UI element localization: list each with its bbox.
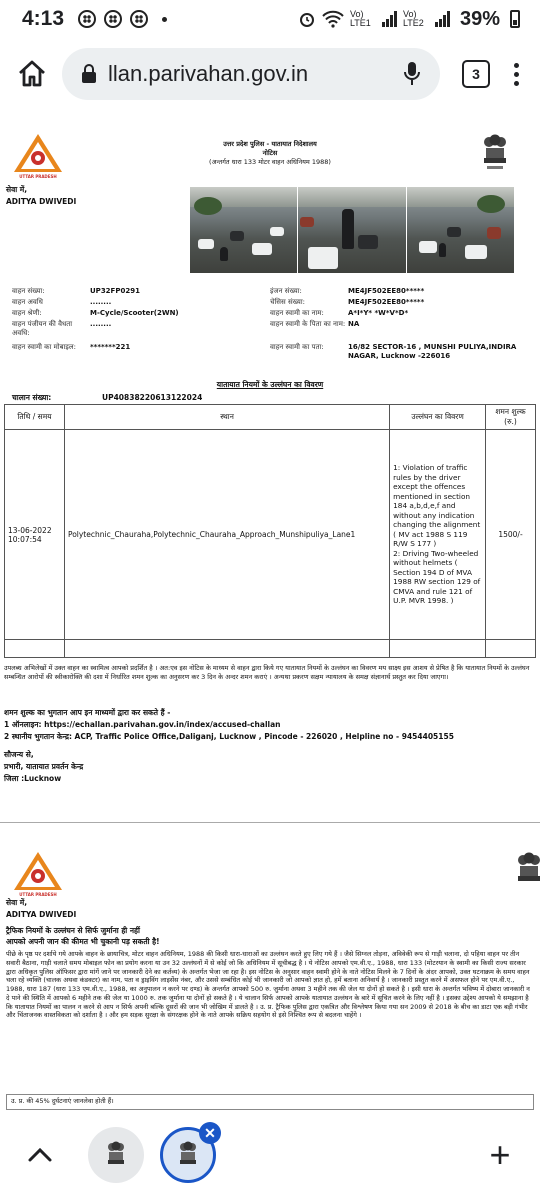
payment-online: 1 ऑनलाइन: https://echallan.parivahan.gov.in/index/accused-challan [4, 720, 281, 729]
header-line-3: (अन्तर्गत धारा 133 मोटर वाहन अधिनियम 1988) [209, 158, 331, 167]
signal-icon [435, 11, 450, 27]
sim1-label: Vo) LTE1 [349, 9, 371, 28]
mic-icon[interactable] [400, 60, 424, 88]
header-fine: शमन शुल्क (रु.) [486, 405, 536, 430]
cell-place: Polytechnic_Chauraha,Polytechnic_Chauraha_Approach_Munshipuliya_Lane1 [64, 430, 389, 640]
field-label: वाहन स्वामी का मोबाइल: [12, 343, 76, 351]
notice-paragraph: उपलब्ध अभिलेखों में उक्त वाहन का स्वामित्व आपको प्रदर्शित है । अत:एव इस नोटिस के माध्यम से वाहन द्वारा किये गए यातायात नियमों के उल्लंघन का विवरण मय साक्ष्य इस आशय से प्रेषित है कि यातायात नियमों के उल्लंघन सम्बन्धित आरोपों की स्वीकारोक्ति की दशा में निर्धारित शमन शुल्क का अनुसरण कर 3 दिन के अन्दर शमन कराएं । अन्यथा प्रकरण सक्षम न्यायालय के समक्ष संज्ञानार्थ प्रस्तुत कर दिया जाएगा। [4, 664, 530, 681]
field-label: वाहन श्रेणी: [12, 309, 42, 317]
chevron-up-icon[interactable] [18, 1133, 62, 1177]
logo-caption: UTTAR PRADESH [19, 892, 57, 897]
header-datetime: तिथि / समय [5, 405, 65, 430]
payment-title: शमन शुल्क का भुगतान आप इन माध्यमों द्वारा कर सकते हैं - [4, 708, 171, 717]
notification-icons [78, 10, 167, 28]
page2-title-1: ट्रैफिक नियमों के उल्लंघन से सिर्फ जुर्माना ही नहीं [6, 926, 140, 935]
page2-title-2: आपको अपनी जान की कीमत भी चुकानी पड़ सकती है! [6, 937, 160, 946]
field-value: NA [348, 320, 360, 328]
battery-percent: 39% [459, 7, 500, 30]
tab-strip [0, 1110, 540, 1200]
evidence-photo-3 [407, 187, 514, 273]
lock-icon[interactable] [78, 62, 100, 86]
field-label: वाहन पंजीयन की वैधता अवधि: [12, 320, 73, 338]
sim2-label: Vo) LTE2 [402, 9, 424, 28]
app-grid-icon [130, 10, 148, 28]
app-grid-icon [104, 10, 122, 28]
page2-body: पीछे के पृष्ठ पर दर्शाये गये आपके वाहन के छायाचित्र, मोटर वाहन अधिनियम, 1988 की किसी धारा-धाराओं का उल्लंघन करते हुए लिए गये हैं । जैसे सिग्नल तोड़ना, अविवेकी रूप से गाड़ी चलाना, दो पहिया वाहन पर तीन सवारी बैठाना, गाड़ी चलाते समय मोबाइल फोन का प्रयोग करना या उन 32 उल्लंघनों में से कोई जो कि अधिनियम में सूचीबद्ध है । ये नोटिस आपको एम.वी.ए., 1988, धारा 133 (मोटरयान के स्वामी का किसी राज्य सरकार द्वारा अधिकृत पुलिस ऑफिसर द्वारा मांगें जाने पर जानकारी देने का कर्तव्य) के अन्तर्गत भेजा जा रहा है। इस नोटिस के अनुसार वाहन स्वामी होने के नाते नोटिस मिलने के 7 दिनों के अंदर आपको, उक्त घटनाक्रम के समय वाहन चला रहे व्यक्ति (चालक अथवा कंडक्टर) का नाम, पता व ड्राइविंग लाइसेंस नंबर, और उससे सम्बंधित कोई भी जानकारी जो आपको ज्ञात हो, हमें बताना अनिवार्य है । जानकारी प्रस्तुत करने में असफल होने पर एम.वी.ए., 1988, धारा 187 (धारा 133 एम.वी.ए., 1988, का अनुपालन न करने पर दण्ड) के अन्तर्गत आपको 500 रु. जुर्माना अथवा 3 महीने तक की जेल या दोनों हो सकते है । इसी धारा के अन्तर्गत भविष्य में दोबारा जानकारी न दे पाने की स्थिति में आपको 6 महीने तक की जेल या 1000 रु. तक जुर्माना या दोनों हो सकते है । ये चालान सिर्फ आपको आपके यातायात उल्लंघन के बारे में सूचित करने के लिए नहीं है । इसका उद्देश्य आपको ये समझाना है कि यातायात नियमों का पालन न करने से आप न सिर्फ अपनी बल्कि दूसरों की जान भी जोखिम में डालते है । उ. प्र. ट्रैफिक पुलिस द्वारा एकत्रित और विश्लेषण किया गया सन 2009 से 2018 के बीच का डाटा एक बड़ी गंभीर और चिंताजनक वास्तविकता को दर्शाता है । और हम सड़क सुरक्षा के संगरक्षक होने के नाते आपके सक्रिय सहयोग से इसे निश्चित रूप से बदलना चाहेंगे । [6, 950, 530, 1020]
address-bar[interactable] [62, 48, 440, 100]
battery-icon [510, 10, 520, 28]
table-header-row [5, 405, 536, 430]
emblem-favicon-icon [177, 1140, 199, 1170]
field-value: UP32FP0291 [90, 287, 140, 295]
payment-local: 2 स्थानीय भुगतान केन्द्र: ACP, Traffic Police Office,Daliganj, Lucknow , Pincode - 226020 , Helpline no - 9454405155 [4, 732, 454, 741]
table-row [5, 640, 536, 658]
url-text[interactable]: llan.parivahan.gov.in [108, 61, 309, 86]
header-violation: उल्लंघन का विवरण [390, 405, 486, 430]
overflow-menu-icon[interactable] [504, 63, 528, 86]
wifi-icon [322, 10, 344, 28]
recipient-name: ADITYA DWIVEDI [6, 197, 77, 206]
field-value: *******221 [90, 343, 131, 351]
tab-thumbnail-active[interactable] [160, 1124, 216, 1183]
evidence-photos [190, 187, 514, 273]
national-emblem-icon [480, 132, 510, 176]
recipient-label: सेवा में, [6, 898, 28, 907]
page-content [0, 110, 540, 1110]
system-icons [298, 8, 520, 31]
field-label: वाहन स्वामी के पिता का नाम: [270, 320, 346, 328]
field-label: वाहन स्वामी का पता: [270, 343, 324, 351]
field-value: 16/82 SECTOR-16 , MUNSHI PULIYA,INDIRA NAGAR, Lucknow -226016 [348, 343, 517, 361]
evidence-photo-1 [190, 187, 297, 273]
recipient-label: सेवा में, [6, 185, 28, 194]
challan-label: चालान संख्या: [12, 393, 52, 402]
tab-switcher-button[interactable]: 3 [462, 60, 490, 88]
notice-header [0, 140, 540, 167]
stat-box [6, 1094, 534, 1110]
field-label: चेसिस संख्या: [270, 298, 306, 306]
page-divider [0, 822, 540, 823]
violation-table [4, 404, 536, 658]
national-emblem-icon [514, 850, 540, 894]
cell-violation: 1: Violation of traffic rules by the driver except the offences mentioned in section 184 a,b,d,e,f and without any indication changing the alignment ( MV act 1988 S 119 R/W S 177 ) 2: Driving Two-wheeled without helmets ( Section 194 D of MVA 1988 RW section 129 of CMVA and rule 121 of U.P. MVR 1998. ) [390, 430, 486, 640]
field-value: A*I*Y* *W*V*D* [348, 309, 409, 317]
more-notifications-icon [162, 17, 167, 22]
notice-page-1 [0, 110, 540, 810]
cell-fine: 1500/- [486, 430, 536, 640]
field-label: वाहन स्वामी का नाम: [270, 309, 324, 317]
header-line-2: नोटिस [262, 149, 278, 158]
signature-line-1: सौजन्य से, [4, 750, 34, 759]
plus-icon[interactable]: + [489, 1134, 511, 1175]
field-value: M-Cycle/Scooter(2WN) [90, 309, 179, 317]
table-row [5, 430, 536, 640]
signature-line-3: जिला :Lucknow [4, 774, 62, 783]
header-line-1: उत्तर प्रदेश पुलिस - यातायात निदेशालय [223, 140, 317, 148]
header-place: स्थान [64, 405, 389, 430]
up-traffic-police-logo [12, 850, 64, 900]
logo-caption: UTTAR PRADESH [19, 174, 57, 179]
field-label: वाहन संख्या: [12, 287, 45, 295]
tab-thumbnail[interactable] [88, 1127, 144, 1183]
evidence-photo-2 [298, 187, 405, 273]
signature-line-2: प्रभारी, यातायात प्रवर्तन केन्द्र [4, 762, 84, 771]
field-value: ........ [90, 320, 112, 328]
close-icon[interactable]: ✕ [199, 1122, 221, 1144]
field-value: ........ [90, 298, 112, 306]
violation-title: यातायात नियमों के उल्लंघन का विवरण [216, 380, 324, 389]
field-value: ME4JF502EE80***** [348, 298, 425, 306]
home-icon[interactable] [12, 54, 52, 94]
challan-number: UP40838220613122024 [102, 393, 203, 402]
recipient-name: ADITYA DWIVEDI [6, 910, 77, 919]
notice-page-2 [0, 830, 540, 1110]
emblem-favicon-icon [105, 1140, 127, 1170]
alarm-icon [298, 10, 316, 28]
app-grid-icon [78, 10, 96, 28]
field-label: वाहन अवधि [12, 298, 43, 306]
browser-toolbar [0, 38, 540, 110]
cell-datetime: 13-06-2022 10:07:54 [5, 430, 65, 640]
field-value: ME4JF502EE80***** [348, 287, 425, 295]
status-bar [0, 0, 540, 38]
signal-icon [382, 11, 397, 27]
status-time: 4:13 [22, 7, 65, 30]
stat-text: उ. प्र. की 45% दुर्घटनाएं जानलेवा होती हैं। [11, 1097, 114, 1105]
field-label: इंजन संख्या: [270, 287, 302, 295]
